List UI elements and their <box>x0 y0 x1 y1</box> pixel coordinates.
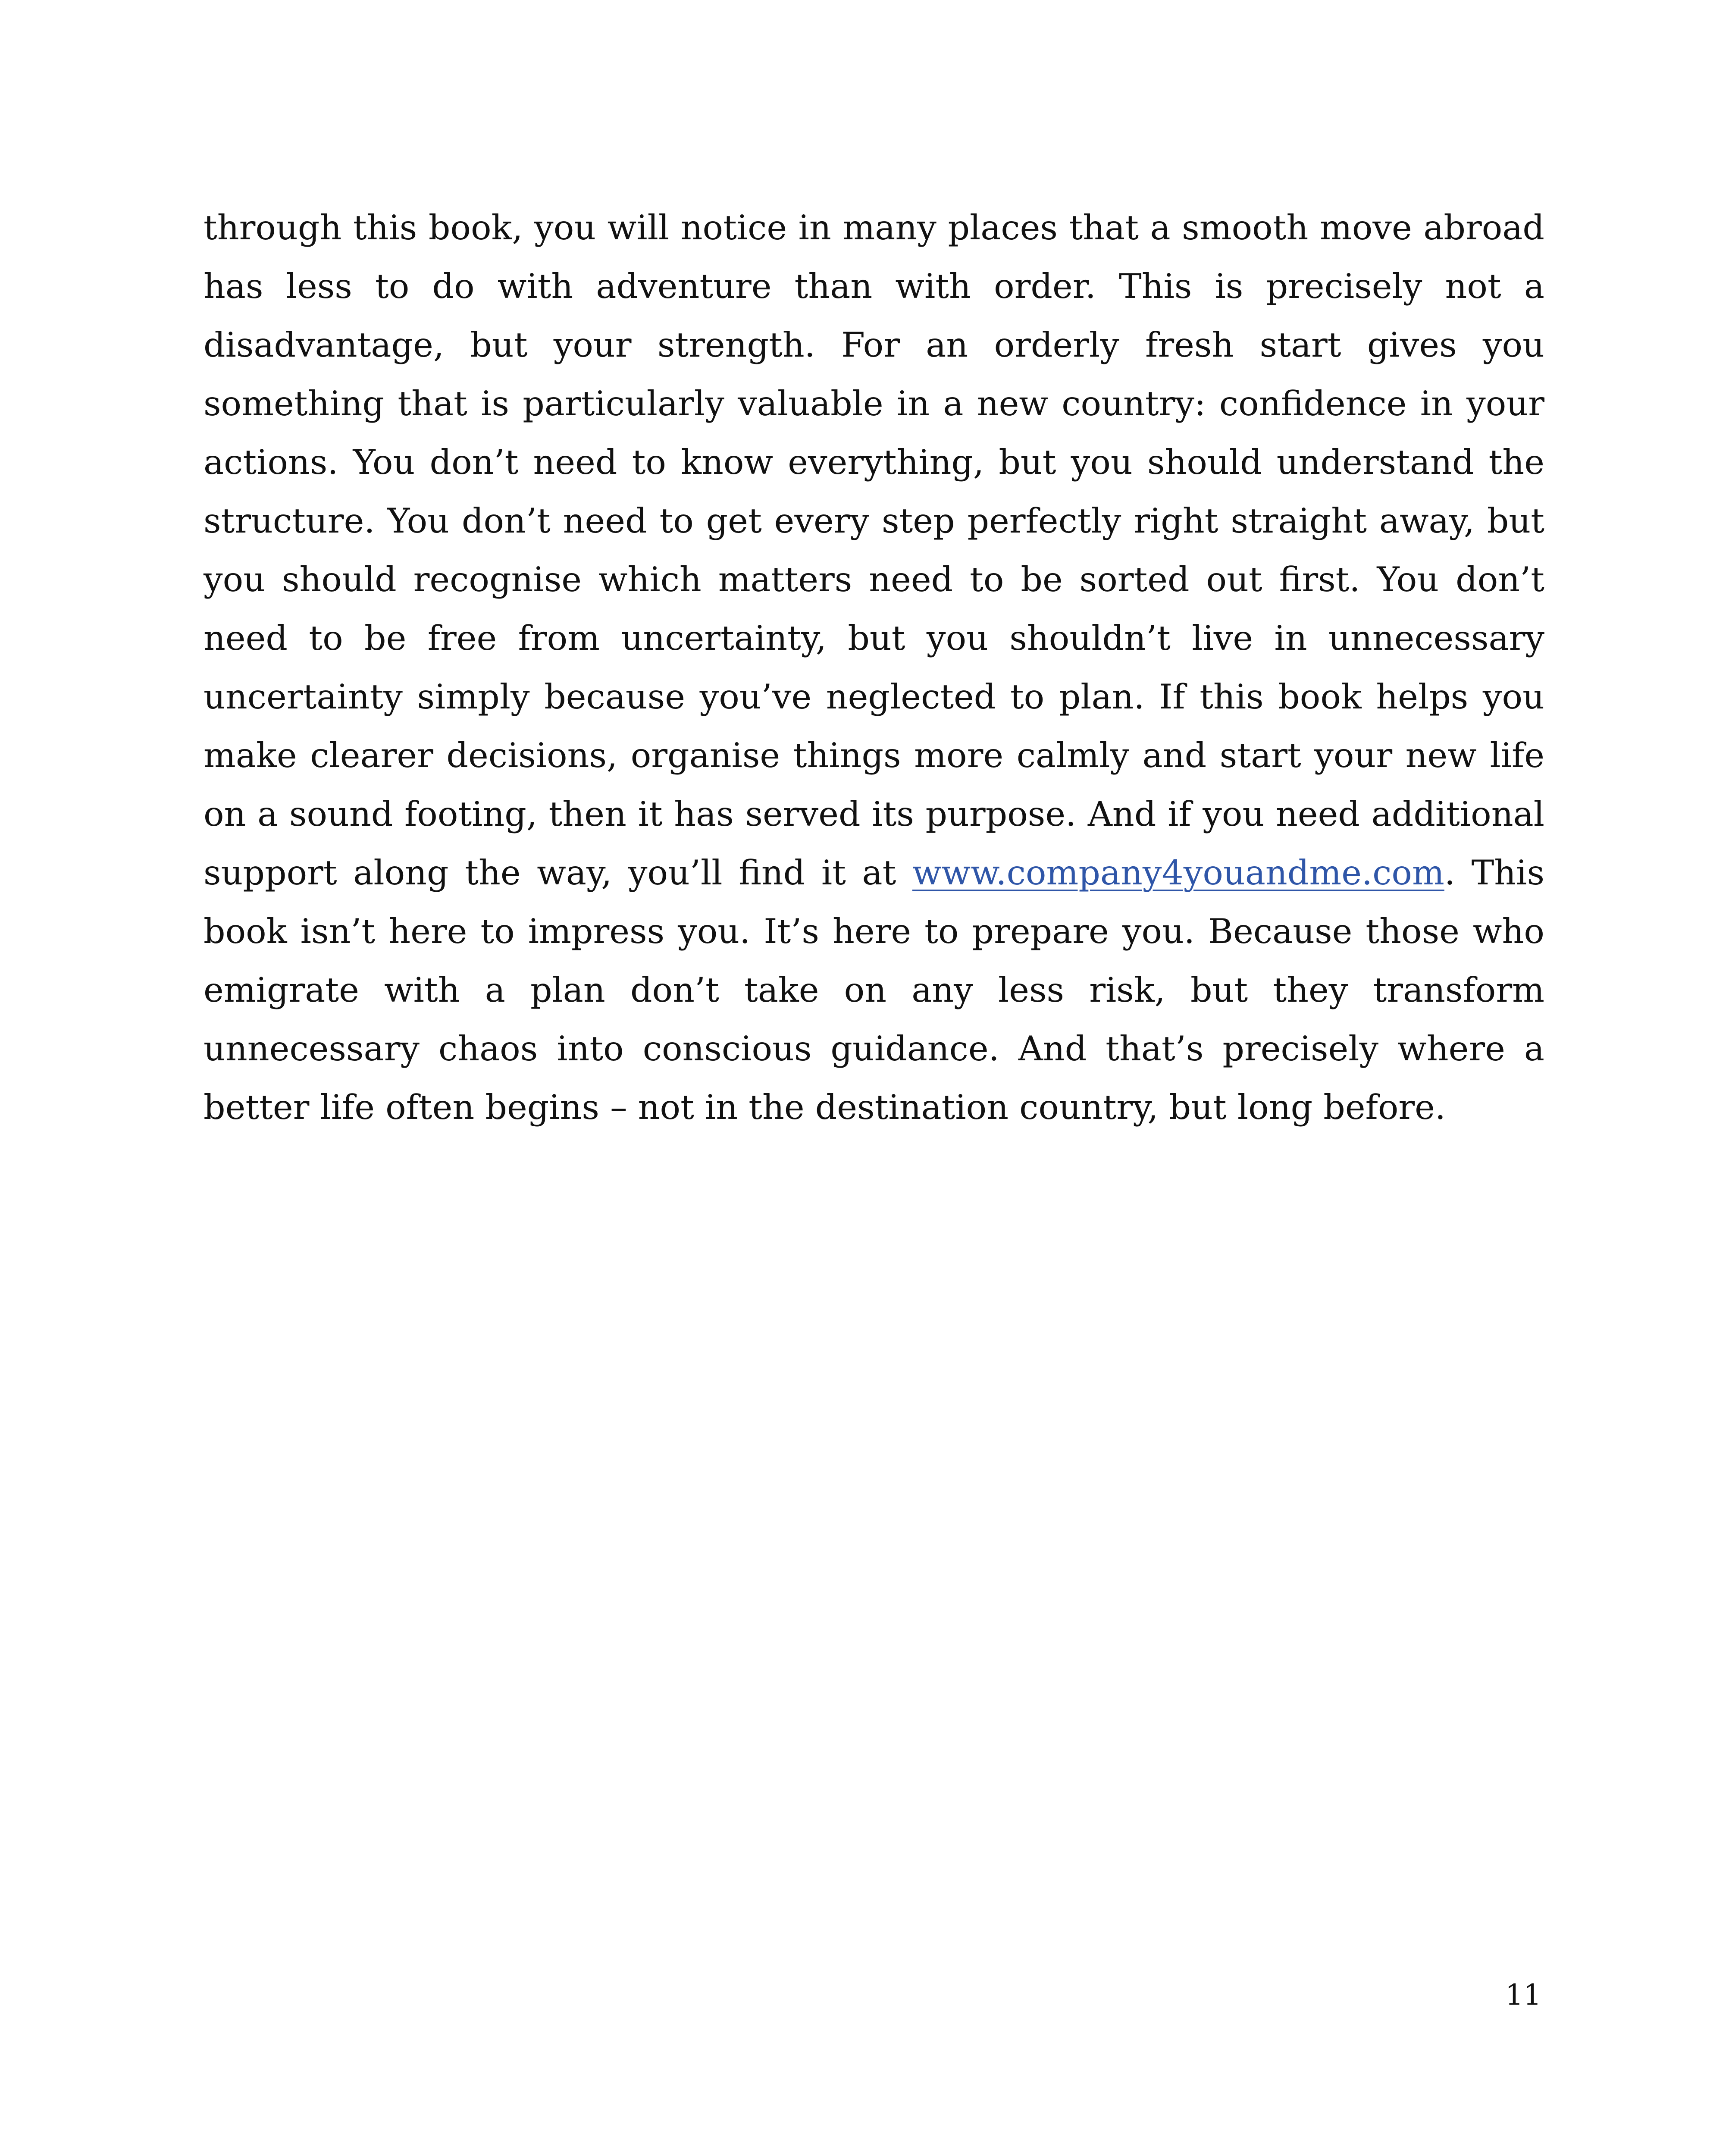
company-website-link[interactable]: www.company4youandme.com <box>912 853 1444 893</box>
body-paragraph <box>204 198 1544 1137</box>
paragraph-text-before-link: through this book, you will notice in many places that a smooth move abroad has less to do with adventure than with order. This is precisely not a disadvantage, but your strength. For an orderly fresh start gives you something that is particularly valuable in a new country: confidence in your actions. You don’t need to know everything, but you should understand the structure. You don’t need to get every step perfectly right straight away, but you should recognise which matters need to be sorted out first. You don’t need to be free from uncertainty, but you shouldn’t live in unnecessary uncertainty simply because you’ve neglected to plan. If this book helps you make clearer decisions, organise things more calmly and start your new life on a sound footing, then it has served its purpose. And if you need additional support along the way, you’ll find it at <box>204 208 1544 893</box>
paragraph-text-after-link: . This book isn’t here to impress you. It’s here to prepare you. Because those who emigrate with a plan don’t take on any less risk, but they transform unnecessary chaos into conscious guidance. And that’s precisely where a better life often begins – not in the destination country, but long before. <box>204 853 1544 1127</box>
page-number: 11 <box>1505 1978 1541 2012</box>
